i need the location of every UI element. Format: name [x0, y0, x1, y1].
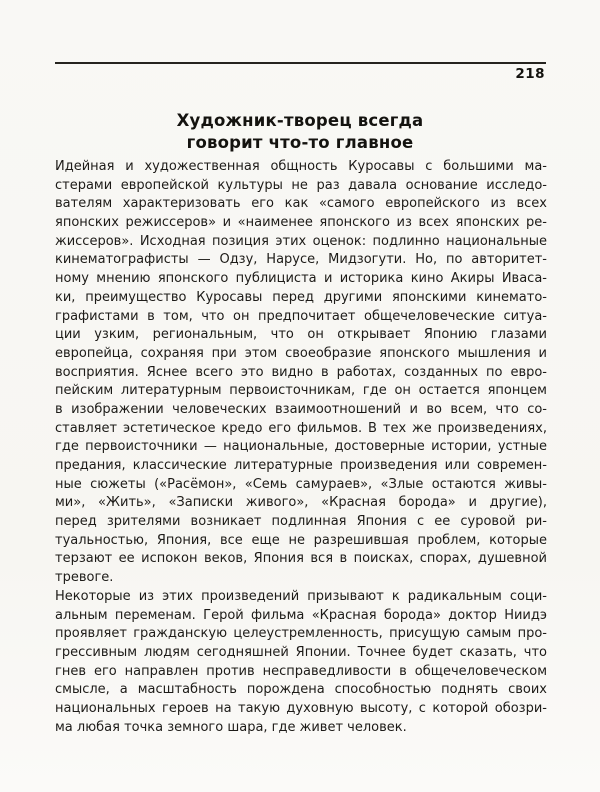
text-line: ному мнению японского публициста и историка кино Акиры Иваса-	[55, 271, 547, 287]
text-line: ма любая точка земного шара, где живет человек.	[55, 719, 407, 735]
text-line: ставляет эстетическое кредо его фильмов. В тех же произведениях,	[55, 420, 547, 436]
text-line: ки, преимущество Куросавы перед другими японскими кинемато-	[55, 289, 547, 305]
text-line: где первоисточники — национальные, достоверные истории, устные	[55, 439, 547, 455]
text-line: стерами европейской культуры не раз давала основание исследо-	[55, 177, 547, 193]
text-line: ми», «Жить», «Записки живого», «Красная борода» и другие),	[55, 495, 547, 511]
header-rule	[55, 62, 546, 64]
text-line: терзают ее испокон веков, Япония вся в поисках, спорах, душевной	[55, 551, 547, 567]
text-line: японских режиссеров» и «наименее японского из всех японских ре-	[55, 215, 547, 231]
text-line: Некоторые из этих произведений призывают к радикальным соци-	[55, 588, 547, 604]
text-line: в изображении человеческих взаимоотношений и во всем, что со-	[55, 401, 547, 417]
page-number: 218	[515, 66, 545, 82]
text-line: туальностью, Япония, все еще не разрешившая проблем, которые	[55, 532, 547, 548]
text-line: ции узким, региональным, что он открывает Японию глазами	[55, 327, 547, 343]
text-line: пейским литературным первоисточникам, где он остается японцем	[55, 383, 547, 399]
text-line: восприятия. Яснее всего это видно в работах, созданных по евро-	[55, 364, 547, 380]
chapter-title-line2: говорит что-то главное	[186, 133, 414, 152]
text-line: гнев его направлен против несправедливости в общечеловеческом	[55, 663, 547, 679]
text-line: перед зрителями возникает подлинная Япония с ее суровой ри-	[55, 514, 547, 530]
text-line: смысле, а масштабность порождена способностью поднять своих	[55, 682, 547, 698]
text-line: национальных героев на такую духовную высоту, с которой обозри-	[55, 700, 547, 716]
text-line: вателям характеризовать его как «самого европейского из всех	[55, 196, 547, 212]
text-line: ные сюжеты («Расёмон», «Семь самураев», «Злые остаются живы-	[55, 476, 547, 492]
text-line: альным переменам. Герой фильма «Красная борода» доктор Ниидэ	[55, 607, 547, 623]
text-line: графистами в том, что он предпочитает общечеловеческие ситуа-	[55, 308, 547, 324]
chapter-title	[0, 110, 600, 154]
text-line: тревоге.	[55, 570, 114, 586]
text-line: проявляет гражданскую целеустремленность, присущую самым про-	[55, 626, 547, 642]
chapter-title-line1: Художник-творец всегда	[176, 111, 424, 130]
text-line: жиссеров». Исходная позиция этих оценок: подлинно национальные	[55, 233, 547, 249]
text-line: грессивным людям сегодняшней Японии. Точнее будет сказать, что	[55, 644, 547, 660]
text-line: предания, классические литературные произведения или современ-	[55, 458, 547, 473]
body-text	[55, 158, 547, 737]
text-line: кинематографисты — Одзу, Нарусе, Мидзогути. Но, по авторитет-	[55, 252, 547, 268]
text-line: Идейная и художественная общность Куросавы с большими ма-	[55, 159, 547, 174]
text-line: европейца, сохраняя при этом своеобразие японского мышления и	[55, 345, 547, 361]
